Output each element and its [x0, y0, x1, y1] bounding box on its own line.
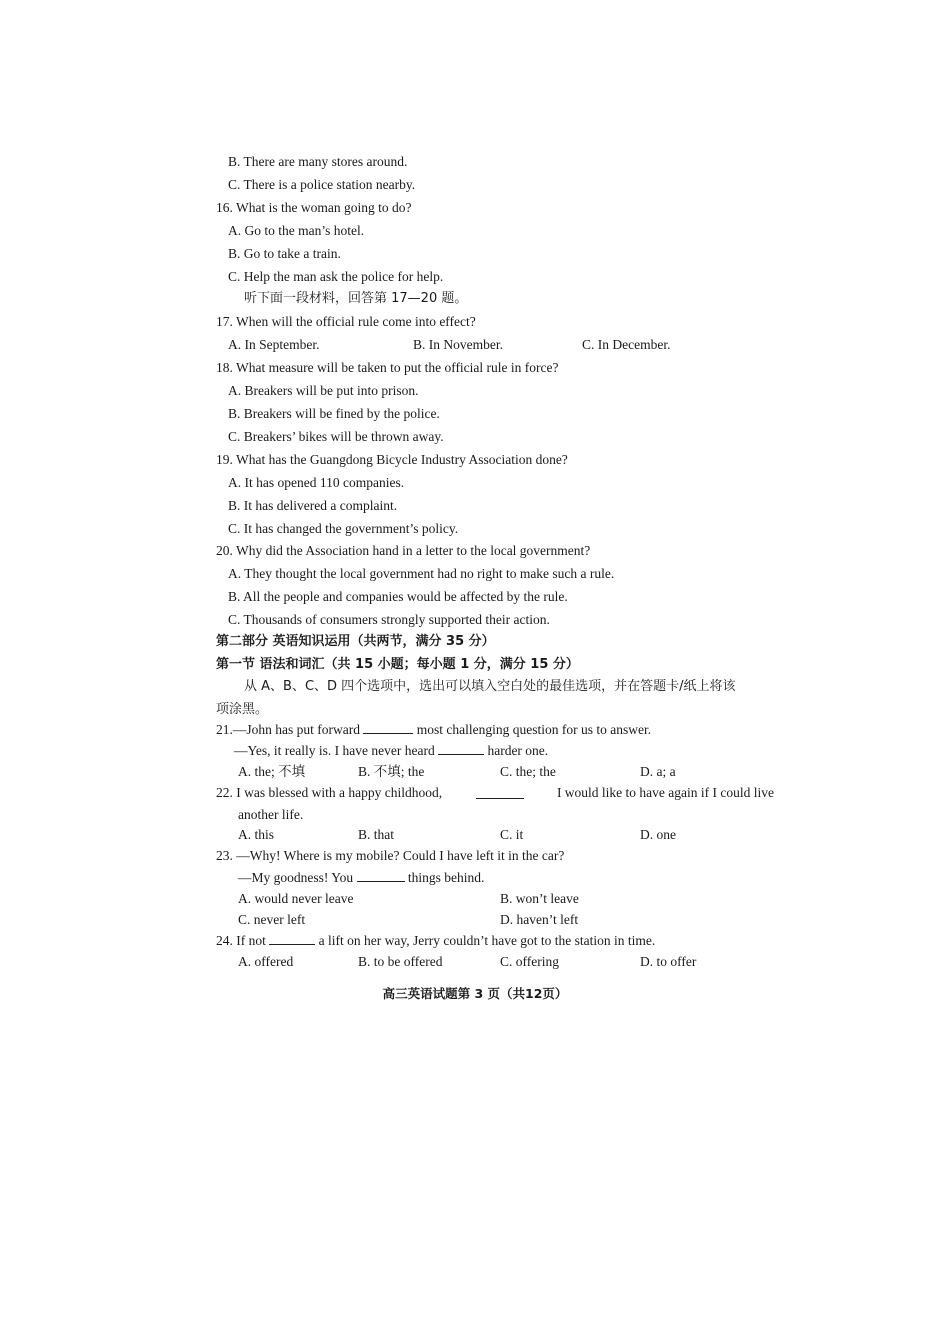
q18-option-c: C. Breakers’ bikes will be thrown away.: [228, 429, 444, 444]
q18-option-b: B. Breakers will be fined by the police.: [228, 406, 440, 421]
q22-line1-text-before: 22. I was blessed with a happy childhood,: [216, 785, 443, 800]
q19-stem: 19. What has the Guangdong Bicycle Industry Association done?: [216, 452, 568, 467]
q21-line1-text-after: most challenging question for us to answer.: [416, 722, 652, 737]
q15-option-b: B. There are many stores around.: [228, 154, 408, 169]
q23-option-a: A. would never leave: [238, 891, 354, 906]
q22-option-d: D. one: [640, 827, 676, 842]
q24-line1-text-before: 24. If not: [216, 933, 266, 948]
part2-heading: 第二部分 英语知识运用（共两节，满分 35 分）: [216, 634, 495, 649]
q22-option-b: B. that: [358, 827, 394, 842]
q23-line2-text-after: things behind.: [407, 870, 485, 885]
q17-stem: 17. When will the official rule come into effect?: [216, 314, 476, 329]
q21-option-b: B. 不填; the: [358, 764, 425, 779]
q23-line1: 23. —Why! Where is my mobile? Could I have left it in the car?: [216, 848, 565, 863]
q18-option-a: A. Breakers will be put into prison.: [228, 383, 419, 398]
q21-option-c: C. the; the: [500, 764, 556, 779]
q17-option-b: B. In November.: [413, 337, 503, 352]
q21-line2: [234, 742, 548, 760]
q19-option-c: C. It has changed the government’s policy.: [228, 521, 459, 536]
q21-option-d: D. a; a: [640, 764, 676, 779]
q21-line2-text-before: —Yes, it really is. I have never heard: [234, 743, 435, 758]
q23-blank: [357, 869, 405, 882]
q23-line2: [238, 869, 484, 887]
q20-option-a: A. They thought the local government had no right to make such a rule.: [228, 566, 615, 581]
q19-option-a: A. It has opened 110 companies.: [228, 475, 405, 490]
q21-option-a: A. the; 不填: [238, 764, 306, 779]
q20-option-c: C. Thousands of consumers strongly supported their action.: [228, 612, 550, 627]
q24-line1-text-after: a lift on her way, Jerry couldn’t have got to the station in time.: [318, 933, 656, 948]
q22-option-a: A. this: [238, 827, 275, 842]
q24-option-c: C. offering: [500, 954, 559, 969]
q20-stem: 20. Why did the Association hand in a letter to the local government?: [216, 543, 591, 558]
q21-line2-text-after: harder one.: [487, 743, 549, 758]
q17-option-a: A. In September.: [228, 337, 320, 352]
q22-line1-text-after: I would like to have again if I could live: [556, 785, 774, 800]
q16-option-c: C. Help the man ask the police for help.: [228, 269, 444, 284]
q15-option-c: C. There is a police station nearby.: [228, 177, 416, 192]
q24-option-b: B. to be offered: [358, 954, 443, 969]
q21-blank-1: [363, 721, 413, 734]
q16-option-a: A. Go to the man’s hotel.: [228, 223, 365, 238]
q23-option-b: B. won’t leave: [500, 891, 579, 906]
listening-instruction-17-20: 听下面一段材料，回答第 17—20 题。: [244, 291, 468, 306]
section1-instruction-line2: 项涂黑。: [216, 702, 269, 717]
section1-instruction-line1: 从 A、B、C、D 四个选项中，选出可以填入空白处的最佳选项，并在答题卡/纸上将该: [244, 679, 736, 694]
q24-line1: [216, 932, 655, 950]
q17-option-c: C. In December.: [582, 337, 671, 352]
q18-stem: 18. What measure will be taken to put the official rule in force?: [216, 360, 559, 375]
q23-option-d: D. haven’t left: [500, 912, 579, 927]
q16-option-b: B. Go to take a train.: [228, 246, 341, 261]
q21-blank-2: [438, 742, 484, 755]
q24-blank: [269, 932, 315, 945]
q21-line1-text-before: 21.—John has put forward: [216, 722, 360, 737]
q22-line2: another life.: [238, 807, 304, 822]
q23-option-c: C. never left: [238, 912, 306, 927]
q20-option-b: B. All the people and companies would be affected by the rule.: [228, 589, 568, 604]
section1-heading: 第一节 语法和词汇（共 15 小题；每小题 1 分，满分 15 分）: [216, 657, 579, 672]
q16-stem: 16. What is the woman going to do?: [216, 200, 412, 215]
q22-blank: [476, 786, 524, 799]
q22-line1: [216, 784, 774, 802]
q24-option-d: D. to offer: [640, 954, 697, 969]
q21-line1: [216, 721, 651, 739]
q22-option-c: C. it: [500, 827, 524, 842]
page-footer: 高三英语试题第 3 页（共12页）: [382, 986, 568, 1001]
q24-option-a: A. offered: [238, 954, 294, 969]
q19-option-b: B. It has delivered a complaint.: [228, 498, 398, 513]
q23-line2-text-before: —My goodness! You: [238, 870, 354, 885]
